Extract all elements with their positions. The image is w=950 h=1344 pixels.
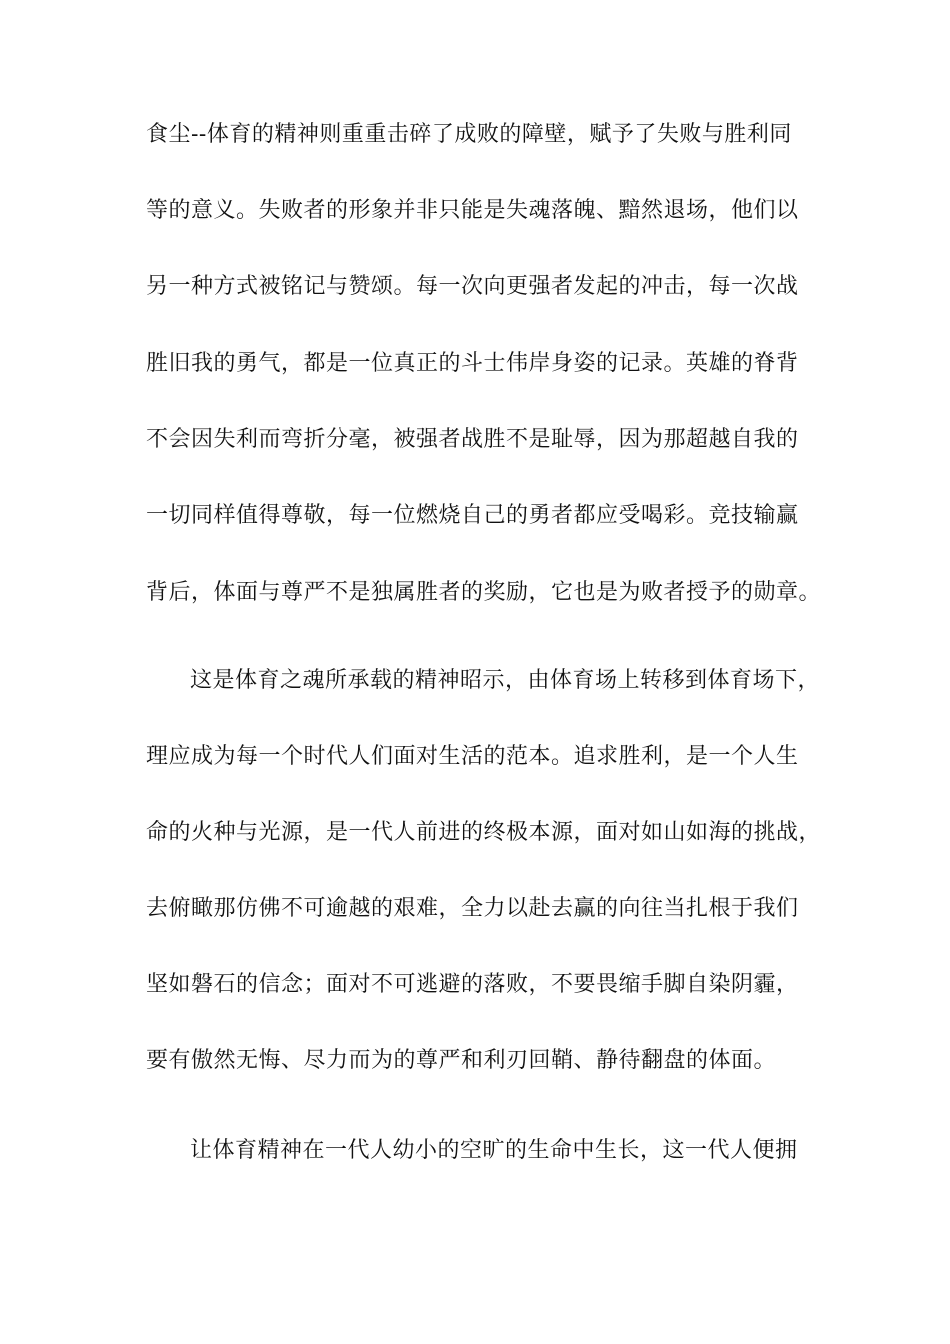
text-line-6: 一切同样值得尊敬，每一位燃烧自己的勇者都应受喝彩。竞技输赢 (146, 503, 799, 528)
text-line-4: 胜旧我的勇气，都是一位真正的斗士伟岸身姿的记录。英雄的脊背 (146, 351, 799, 376)
text-line-12: 坚如磐石的信念；面对不可逃避的落败，不要畏缩手脚自染阴霾， (146, 972, 799, 997)
text-line-10: 命的火种与光源，是一代人前进的终极本源，面对如山如海的挑战， (146, 820, 822, 845)
paragraph-2-line-1: 这是体育之魂所承载的精神昭示，由体育场上转移到体育场下， (190, 668, 821, 693)
text-line-1: 食尘--体育的精神则重重击碎了成败的障壁，赋予了失败与胜利同 (146, 122, 792, 147)
text-line-5: 不会因失利而弯折分毫，被强者战胜不是耻辱，因为那超越自我的 (146, 427, 799, 452)
text-line-7: 背后，体面与尊严不是独属胜者的奖励，它也是为败者授予的勋章。 (146, 580, 822, 605)
text-line-13: 要有傲然无悔、尽力而为的尊严和利刃回鞘、静待翻盘的体面。 (146, 1048, 777, 1073)
text-line-9: 理应成为每一个时代人们面对生活的范本。追求胜利，是一个人生 (146, 744, 799, 769)
text-line-2: 等的意义。失败者的形象并非只能是失魂落魄、黯然退场，他们以 (146, 198, 799, 223)
text-line-11: 去俯瞰那仿佛不可逾越的艰难，全力以赴去赢的向往当扎根于我们 (146, 896, 799, 921)
paragraph-3-line-1: 让体育精神在一代人幼小的空旷的生命中生长，这一代人便拥 (190, 1138, 798, 1163)
text-line-3: 另一种方式被铭记与赞颂。每一次向更强者发起的冲击，每一次战 (146, 274, 799, 299)
